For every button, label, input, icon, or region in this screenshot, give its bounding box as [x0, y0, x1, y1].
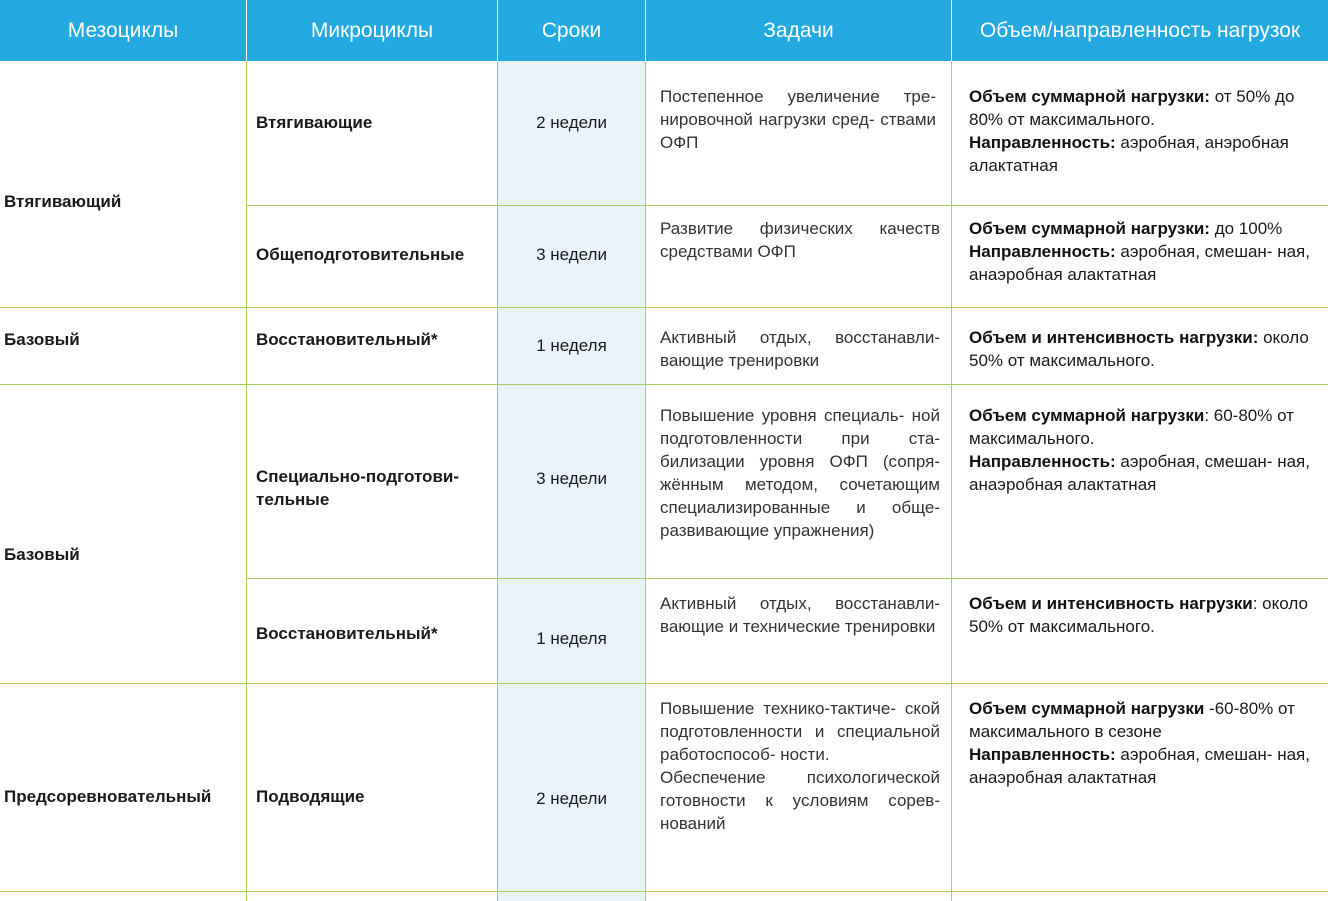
- volume-text: : 60-80% от максимального.: [969, 406, 1294, 448]
- column-divider: [645, 61, 646, 901]
- volume-text: до 100%: [1209, 219, 1283, 238]
- volume-label: Объем суммарной нагрузки: [969, 699, 1205, 718]
- term-cell: 1 неделя: [536, 336, 607, 355]
- microcycle-cell: Восстановительный*: [256, 624, 438, 643]
- term-cell: 1 неделя: [536, 629, 607, 648]
- row-divider: [247, 205, 1328, 206]
- column-divider: [246, 61, 247, 901]
- microcycle-cell: Специально-подготови- тельные: [256, 467, 460, 509]
- volume-label: Объем и интенсивность нагрузки:: [969, 328, 1259, 347]
- header-microcycles: Микроциклы: [310, 19, 434, 42]
- term-cell: 2 недели: [536, 113, 607, 132]
- header-volume-direction: Объем/направленность нагрузок: [979, 19, 1301, 42]
- volume-label: Объем и интенсивность нагрузки: [969, 594, 1253, 613]
- row-divider: [0, 384, 1328, 385]
- task-cell: Активный отдых, восстанавли- вающие и технические тренировки: [660, 594, 940, 636]
- volume-cell: [969, 85, 1321, 177]
- task-cell: Развитие физических качеств средствами ОФП: [660, 219, 940, 261]
- table-header: [0, 0, 1328, 61]
- microcycle-cell: Общеподготовительные: [256, 245, 465, 264]
- direction-label: Направленность:: [969, 242, 1116, 261]
- volume-text: : около 50% от максимального.: [969, 594, 1308, 636]
- row-divider: [0, 307, 1328, 308]
- task-cell: Активный отдых, восстанавли- вающие тренировки: [660, 328, 940, 370]
- volume-text: около 50% от максимального.: [969, 328, 1309, 370]
- volume-label: Объем суммарной нагрузки:: [969, 219, 1210, 238]
- volume-text: -60-80% от максимального в сезоне: [969, 699, 1295, 741]
- direction-text: аэробная, смешан- ная, анаэробная алактатная: [969, 242, 1310, 284]
- task-paragraph: Повышение технико-тактиче- ской подготовленности и специальной работоспособ- ности.: [660, 699, 940, 764]
- mesocycle-cell: Втягивающий: [4, 192, 122, 211]
- header-terms: Сроки: [541, 19, 602, 42]
- mesocycle-cell: Базовый: [4, 330, 80, 349]
- direction-text: аэробная, анэробная алактатная: [969, 133, 1289, 175]
- microcycle-cell: Втягивающие: [256, 113, 373, 132]
- direction-label: Направленность:: [969, 745, 1116, 764]
- volume-label: Объем суммарной нагрузки: [969, 406, 1205, 425]
- direction-text: аэробная, смешан- ная, анаэробная алактатная: [969, 452, 1310, 494]
- task-cell: Повышение уровня специаль- ной подготовленности при ста- билизации уровня ОФП (сопря- жённым методом, сочетающим специализированные и обще- развивающие упражнения): [660, 406, 940, 540]
- row-divider: [0, 683, 1328, 684]
- volume-text: от 50% до 80% от максимального.: [969, 87, 1295, 129]
- direction-label: Направленность:: [969, 452, 1116, 471]
- volume-cell: [969, 404, 1321, 496]
- volume-cell: [969, 326, 1314, 372]
- volume-cell: [969, 697, 1321, 789]
- row-divider: [247, 578, 1328, 579]
- task-paragraph: Обеспечение психологической готовности к условиям сорев- нований: [660, 768, 940, 833]
- term-cell: 3 недели: [536, 469, 607, 488]
- microcycle-cell: Подводящие: [256, 787, 365, 806]
- task-cell: Постепенное увеличение тре- нировочной нагрузки сред- ствами ОФП: [660, 87, 936, 152]
- mesocycle-cell: Предсоревновательный: [4, 787, 212, 806]
- mesocycle-cell: Базовый: [4, 545, 80, 564]
- header-tasks: Задачи: [763, 19, 834, 42]
- task-cell: [660, 697, 940, 835]
- term-cell: 2 недели: [536, 789, 607, 808]
- column-divider: [951, 61, 952, 901]
- direction-label: Направленность:: [969, 133, 1116, 152]
- volume-cell: [969, 217, 1314, 286]
- volume-cell: [969, 592, 1314, 638]
- row-divider: [0, 891, 1328, 892]
- microcycle-cell: Восстановительный*: [256, 330, 438, 349]
- direction-text: аэробная, смешан- ная, анаэробная алактатная: [969, 745, 1310, 787]
- term-cell: 3 недели: [536, 245, 607, 264]
- header-mesocycles: Мезоциклы: [67, 19, 179, 42]
- volume-label: Объем суммарной нагрузки:: [969, 87, 1210, 106]
